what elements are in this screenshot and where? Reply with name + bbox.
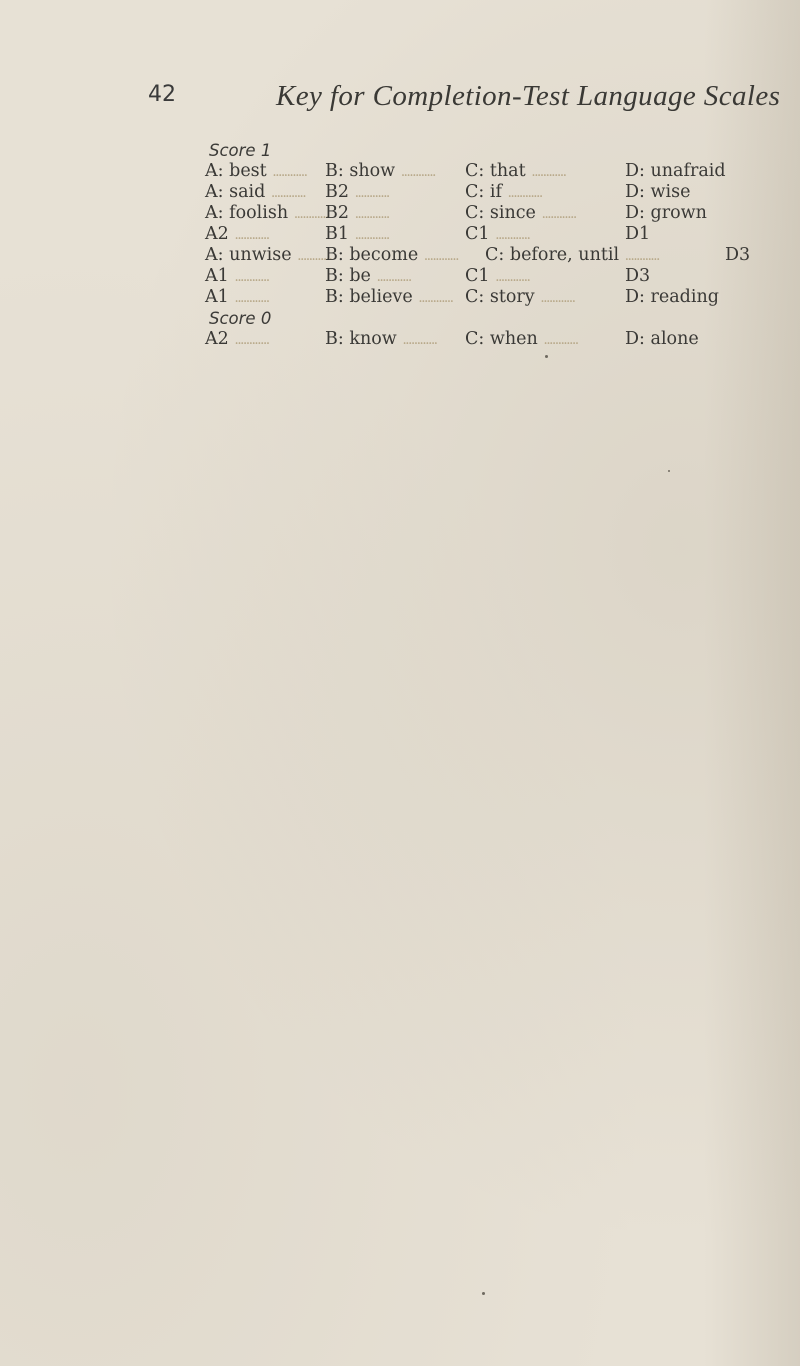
blank-leader: ............ (624, 248, 659, 264)
answer-word: alone (650, 329, 699, 349)
answer-line (205, 161, 765, 182)
page-header (0, 82, 800, 118)
answer-word: foolish (229, 203, 289, 223)
answer-entry (205, 245, 331, 267)
blank-leader: ............ (272, 164, 307, 180)
item-label: D: (625, 203, 645, 223)
blank-leader: ............ (354, 185, 389, 201)
item-label: B: (325, 245, 344, 265)
answer-word: know (349, 329, 397, 349)
answer-entry (465, 161, 565, 183)
blank-leader: ............ (402, 332, 437, 348)
item-label: A2 (205, 224, 229, 244)
item-label: A2 (205, 329, 229, 349)
answer-entry (485, 245, 659, 267)
item-label: A: (205, 182, 224, 202)
answer-entry (625, 329, 699, 350)
running-title: Key for Completion-Test Language Scales (276, 80, 781, 112)
answer-entry (325, 266, 411, 288)
paper-speck (668, 470, 670, 472)
answer-entry (205, 287, 269, 309)
blank-leader: ............ (423, 248, 458, 264)
blank-leader: ............ (234, 290, 269, 306)
answer-line (205, 224, 765, 245)
item-label: A: (205, 203, 224, 223)
answer-entry (205, 182, 305, 204)
item-label: D: (625, 161, 645, 181)
answer-word: since (489, 203, 536, 223)
answer-line (205, 203, 765, 224)
answer-entry (625, 266, 650, 287)
answer-entry (465, 266, 529, 288)
answer-entry (625, 224, 650, 245)
blank-leader: ............ (234, 332, 269, 348)
blank-leader: ............ (541, 206, 576, 222)
answer-entry (205, 203, 328, 225)
paper-speck (482, 1292, 485, 1295)
blank-leader: ............ (400, 164, 435, 180)
answer-entry (325, 182, 389, 204)
answer-line (205, 182, 765, 203)
blank-leader: ............ (495, 227, 530, 243)
answer-word: be (349, 266, 371, 286)
blank-leader: ............ (293, 206, 328, 222)
item-label: D: (625, 182, 645, 202)
answer-word: said (229, 182, 266, 202)
answer-entry (465, 287, 574, 309)
blank-leader: ............ (354, 227, 389, 243)
answer-word: story (489, 287, 535, 307)
item-label: C1 (465, 224, 490, 244)
item-label: C: (465, 182, 485, 202)
blank-leader: ............ (507, 185, 542, 201)
item-label: B: (325, 161, 344, 181)
answer-word: best (229, 161, 267, 181)
item-label: D3 (725, 245, 751, 265)
answer-entry (465, 203, 576, 225)
answer-line (205, 266, 765, 287)
answer-line (205, 329, 765, 350)
answer-entry (465, 224, 529, 246)
blank-leader: ............ (270, 185, 306, 201)
page-number: 42 (148, 82, 176, 107)
item-label: C: (465, 161, 485, 181)
item-label: B: (325, 287, 344, 307)
blank-leader: ............ (540, 290, 575, 306)
answer-word: that (489, 161, 526, 181)
answer-line (205, 287, 765, 308)
blank-leader: ............ (495, 269, 530, 285)
answer-word: become (349, 245, 419, 265)
item-label: A1 (205, 287, 229, 307)
item-label: B2 (325, 203, 349, 223)
item-label: D: (625, 329, 645, 349)
blank-leader: ............ (234, 269, 269, 285)
answer-entry (625, 161, 726, 182)
answer-entry (465, 329, 578, 351)
answer-entry (465, 182, 542, 204)
answer-entry (205, 224, 269, 246)
item-label: A: (205, 161, 224, 181)
answer-entry (205, 329, 269, 351)
item-label: B2 (325, 182, 349, 202)
blank-leader: ............ (354, 206, 389, 222)
blank-leader: ............ (418, 290, 453, 306)
answer-entry (325, 224, 389, 246)
answer-word: grown (650, 203, 707, 223)
answer-word: believe (349, 287, 413, 307)
answer-word: unafraid (650, 161, 726, 181)
answer-entry (325, 245, 458, 267)
answer-word: unwise (229, 245, 292, 265)
answer-entry (625, 203, 707, 224)
item-label: A: (205, 245, 224, 265)
answer-entry (725, 245, 750, 266)
item-label: B1 (325, 224, 349, 244)
answer-line (205, 245, 765, 266)
score-heading: Score 1 (209, 141, 272, 160)
answer-word: if (489, 182, 502, 202)
answer-word: when (489, 329, 538, 349)
answer-entry (625, 182, 690, 203)
answer-word: show (349, 161, 396, 181)
item-label: D: (625, 287, 645, 307)
blank-leader: ............ (376, 269, 411, 285)
paper-speck (545, 355, 548, 358)
answer-entry (325, 329, 437, 351)
answer-word: before, until (509, 245, 620, 265)
blank-leader: ............ (543, 332, 578, 348)
item-label: B: (325, 329, 344, 349)
score-heading: Score 0 (209, 309, 272, 328)
item-label: D3 (625, 266, 651, 286)
answer-entry (325, 287, 452, 309)
answer-entry (325, 203, 389, 225)
answer-word: wise (650, 182, 691, 202)
item-label: D1 (625, 224, 651, 244)
answer-key (205, 140, 765, 350)
blank-leader: ............ (531, 164, 566, 180)
blank-leader: ............ (234, 227, 269, 243)
item-label: C: (485, 245, 505, 265)
blank-leader: ............ (297, 248, 332, 264)
item-label: C: (465, 329, 485, 349)
item-label: C1 (465, 266, 490, 286)
answer-entry (205, 161, 306, 183)
item-label: C: (465, 203, 485, 223)
item-label: B: (325, 266, 344, 286)
item-label: C: (465, 287, 485, 307)
item-label: A1 (205, 266, 229, 286)
answer-entry (205, 266, 269, 288)
answer-entry (625, 287, 719, 308)
answer-entry (325, 161, 435, 183)
answer-word: reading (650, 287, 719, 307)
